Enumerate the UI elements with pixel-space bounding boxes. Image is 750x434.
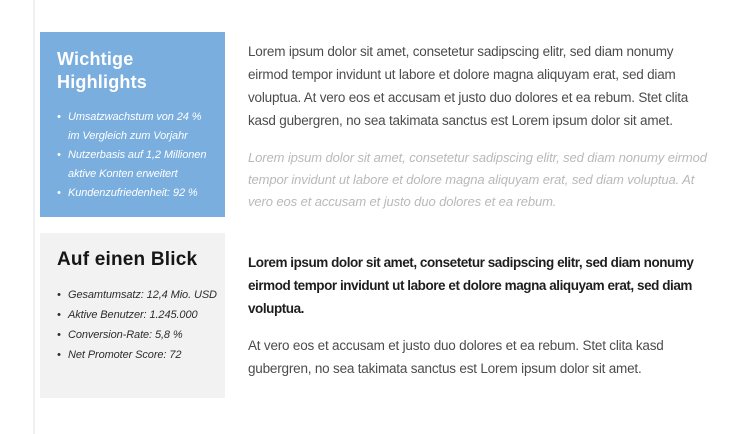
left-vertical-rule <box>33 0 35 434</box>
glance-item-text: Aktive Benutzer: 1.245.000 <box>68 309 198 321</box>
glance-list-item <box>57 305 218 325</box>
highlights-box <box>40 32 225 217</box>
glance-list-item <box>57 345 218 365</box>
glance-item-text: Net Promoter Score: 72 <box>68 349 182 361</box>
bullet-icon: • <box>57 349 61 361</box>
paragraph-regular-2: At vero eos et accusam et justo duo dolores et ea rebum. Stet clita kasd gubergren, no sea takimata sanctus est Lorem ipsum dolor sit amet. <box>248 338 664 376</box>
bullet-icon: • <box>57 329 61 341</box>
highlights-list-item <box>57 108 214 146</box>
glance-list <box>57 285 218 365</box>
glance-list-item <box>57 325 218 345</box>
glance-list-item <box>57 285 218 305</box>
glance-box <box>40 233 225 398</box>
paragraph-bold: Lorem ipsum dolor sit amet, consetetur sadipscing elitr, sed diam nonumy eirmod tempor invidunt ut labore et dolore magna aliquyam erat, sed diam voluptua. <box>248 255 694 316</box>
glance-item-text: Gesamtumsatz: 12,4 Mio. USD <box>68 289 217 301</box>
paragraph-regular-1: Lorem ipsum dolor sit amet, consetetur sadipscing elitr, sed diam nonumy eirmod tempor invidunt ut labore et dolore magna aliquyam erat, sed diam voluptua. At vero eos et accusam et justo duo dolores et ea rebum. Stet clita kasd gubergren, no sea takimata sanctus est Lorem ipsum dolor sit amet. <box>248 44 689 128</box>
highlights-list-item <box>57 184 214 203</box>
paragraph-italic-muted: Lorem ipsum dolor sit amet, consetetur sadipscing elitr, sed diam nonumy eirmod tempor invidunt ut labore et dolore magna aliquyam erat, sed diam voluptua. At vero eos et accusam et justo duo dolores et ea rebum. <box>248 150 707 209</box>
glance-title: Auf einen Blick <box>57 249 198 270</box>
highlights-item-text: Umsatzwachstum von 24 % im Vergleich zum Vorjahr <box>68 111 202 142</box>
highlights-title: Wichtige Highlights <box>57 49 147 92</box>
highlights-item-text: Nutzerbasis auf 1,2 Millionen aktive Konten erweitert <box>68 149 207 180</box>
bullet-icon: • <box>57 289 61 301</box>
main-content <box>248 40 710 395</box>
glance-item-text: Conversion-Rate: 5,8 % <box>68 329 183 341</box>
highlights-list-item <box>57 146 214 184</box>
bullet-icon: • <box>57 187 61 199</box>
bullet-icon: • <box>57 309 61 321</box>
highlights-item-text: Kundenzufriedenheit: 92 % <box>68 187 198 199</box>
bullet-icon: • <box>57 111 61 123</box>
highlights-list <box>57 108 214 203</box>
bullet-icon: • <box>57 149 61 161</box>
